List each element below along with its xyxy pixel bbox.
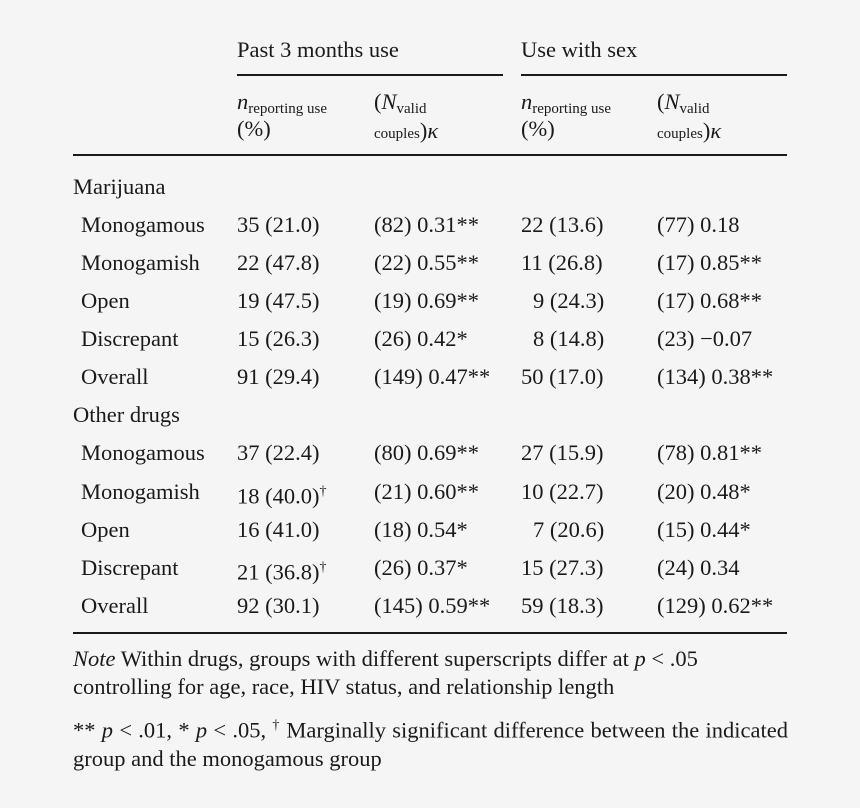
p-symbol: p	[195, 717, 208, 743]
cell-sex-n: 9 (24.3)	[533, 288, 605, 313]
cell-sex-kappa: (17) 0.68**	[657, 288, 762, 313]
paren-open: (	[374, 89, 382, 114]
subheader-kappa2-past	[374, 118, 438, 147]
group-header-sex: Use with sex	[521, 37, 638, 62]
cell-past-kappa: (26) 0.37*	[374, 555, 468, 580]
cell-sex-n: 7 (20.6)	[533, 517, 605, 542]
dagger-superscript: †	[319, 484, 327, 499]
cell-past-kappa: (19) 0.69**	[374, 288, 479, 313]
row-label: Discrepant	[81, 555, 179, 580]
kappa-symbol: κ	[427, 118, 439, 143]
dagger-superscript: †	[319, 560, 327, 575]
cell-sex-n: 22 (13.6)	[521, 212, 604, 237]
paren-open: (	[657, 89, 665, 114]
cell-sex-n: 11 (26.8)	[521, 250, 603, 275]
note-condition: < .05 controlling for age, race, HIV status, and relationship length	[73, 646, 698, 699]
sig-text-3: Marginally significant difference between the indicated group and the monogamous group	[73, 717, 789, 771]
group-header-past: Past 3 months use	[237, 37, 399, 62]
table-note	[73, 645, 788, 701]
N-subscript-valid: valid	[679, 101, 710, 117]
cell-sex-kappa: (20) 0.48*	[657, 479, 751, 504]
cell-sex-kappa: (17) 0.85**	[657, 250, 762, 275]
sig-text-1: < .01, *	[113, 717, 196, 743]
row-label: Overall	[81, 593, 149, 618]
cell-past-n: 92 (30.1)	[237, 593, 320, 618]
dagger-symbol: †	[272, 718, 281, 733]
N-subscript-couples: couples	[374, 126, 420, 142]
paren-close: )	[702, 118, 711, 143]
significance-note	[73, 712, 788, 773]
cell-past-n	[237, 555, 327, 586]
cell-past-kappa: (18) 0.54*	[374, 517, 468, 542]
cell-past-n: 16 (41.0)	[237, 517, 320, 542]
N-subscript-valid: valid	[396, 101, 427, 117]
p-symbol: p	[101, 717, 114, 743]
cell-past-kappa: (21) 0.60**	[374, 479, 479, 504]
cell-past-kappa: (82) 0.31**	[374, 212, 479, 237]
cell-past-n: 22 (47.8)	[237, 250, 320, 275]
note-lead: Note	[73, 646, 116, 671]
row-label: Open	[81, 517, 130, 542]
cell-sex-n: 8 (14.8)	[533, 326, 605, 351]
paren-close: )	[419, 118, 428, 143]
subheader-pct-sex: (%)	[521, 116, 555, 141]
cell-past-n: 91 (29.4)	[237, 364, 320, 389]
row-label: Monogamish	[81, 250, 200, 275]
section-title-marijuana: Marijuana	[73, 174, 166, 199]
cell-past-n: 35 (21.0)	[237, 212, 320, 237]
cell-past-kappa: (80) 0.69**	[374, 440, 479, 465]
cell-past-n: 19 (47.5)	[237, 288, 320, 313]
section-title-other-drugs: Other drugs	[73, 402, 180, 427]
header-rule	[73, 154, 787, 156]
row-label: Discrepant	[81, 326, 179, 351]
group-rule-sex	[521, 74, 787, 76]
cell-sex-kappa: (15) 0.44*	[657, 517, 751, 542]
footer-rule	[73, 632, 787, 634]
N-symbol: N	[664, 89, 680, 114]
cell-sex-n: 15 (27.3)	[521, 555, 604, 580]
row-label: Monogamous	[81, 212, 205, 237]
n-symbol: n	[521, 89, 533, 114]
cell-past-kappa: (22) 0.55**	[374, 250, 479, 275]
cell-sex-kappa: (134) 0.38**	[657, 364, 774, 389]
cell-sex-n: 10 (22.7)	[521, 479, 604, 504]
n-subscript: reporting use	[248, 101, 327, 117]
p-symbol: p	[634, 646, 646, 671]
row-label: Monogamish	[81, 479, 200, 504]
cell-past-n: 15 (26.3)	[237, 326, 320, 351]
n-symbol: n	[237, 89, 249, 114]
note-text: Within drugs, groups with different superscripts differ at	[115, 646, 635, 671]
cell-sex-n: 27 (15.9)	[521, 440, 604, 465]
row-label: Overall	[81, 364, 149, 389]
subheader-pct-past: (%)	[237, 116, 271, 141]
cell-sex-n: 50 (17.0)	[521, 364, 604, 389]
cell-value: 21 (36.8)	[237, 559, 320, 585]
row-label: Monogamous	[81, 440, 205, 465]
N-symbol: N	[381, 89, 397, 114]
subheader-kappa2-sex	[657, 118, 721, 147]
sig-double-star: **	[73, 717, 102, 743]
cell-past-kappa: (149) 0.47**	[374, 364, 491, 389]
N-subscript-couples: couples	[657, 126, 703, 142]
cell-past-kappa: (26) 0.42*	[374, 326, 468, 351]
cell-sex-kappa: (77) 0.18	[657, 212, 740, 237]
cell-value: 18 (40.0)	[237, 483, 320, 509]
cell-sex-n: 59 (18.3)	[521, 593, 604, 618]
row-label: Open	[81, 288, 130, 313]
group-rule-past	[237, 74, 503, 76]
cell-past-kappa: (145) 0.59**	[374, 593, 491, 618]
cell-sex-kappa: (24) 0.34	[657, 555, 740, 580]
cell-past-n	[237, 479, 327, 510]
kappa-symbol: κ	[710, 118, 722, 143]
n-subscript: reporting use	[532, 101, 611, 117]
cell-sex-kappa: (129) 0.62**	[657, 593, 774, 618]
cell-past-n: 37 (22.4)	[237, 440, 320, 465]
cell-sex-kappa: (78) 0.81**	[657, 440, 762, 465]
cell-sex-kappa: (23) −0.07	[657, 326, 753, 351]
sig-text-2: < .05,	[207, 717, 273, 743]
